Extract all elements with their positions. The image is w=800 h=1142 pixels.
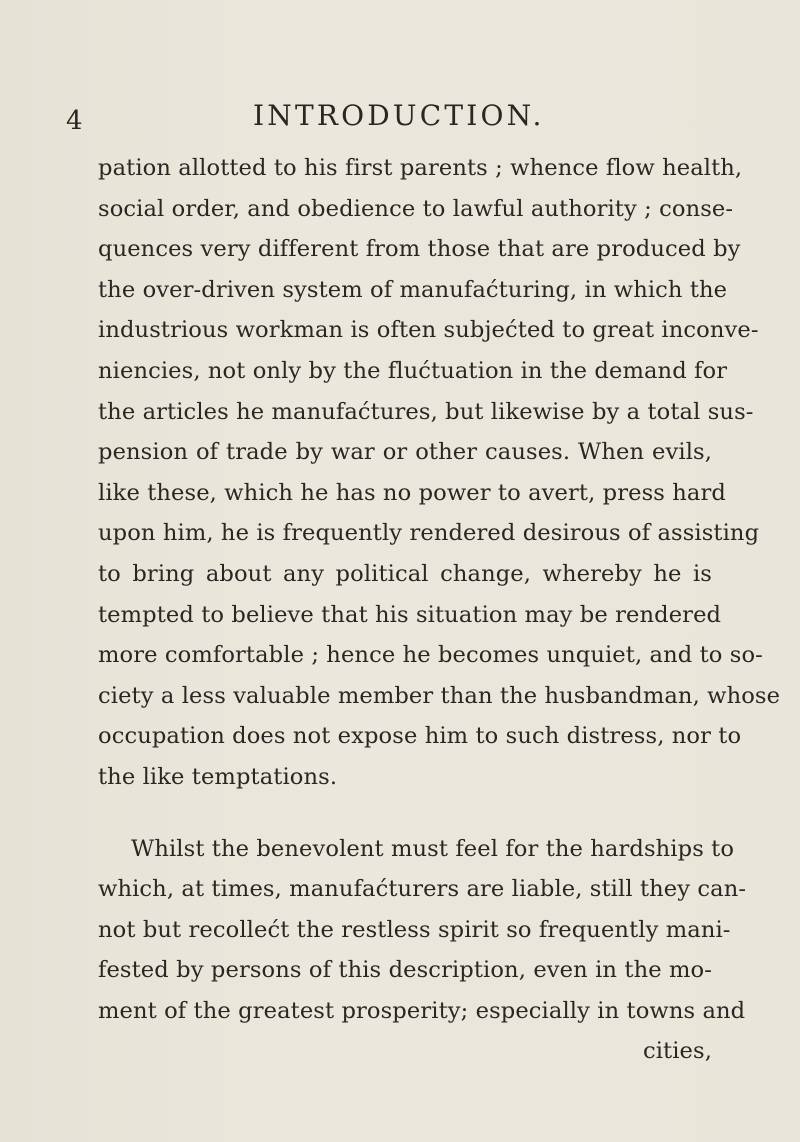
body-text [98, 148, 781, 1072]
text-line: industrious workman is often subjećted to great inconve- [98, 317, 759, 344]
catchword: cities, [642, 1038, 712, 1065]
text-line: fested by persons of this description, even in the mo- [98, 957, 712, 984]
text-line: tempted to believe that his situation may be rendered [98, 601, 722, 628]
text-line: social order, and obedience to lawful authority ; conse- [98, 195, 734, 222]
paragraph [98, 148, 781, 798]
text-line: the articles he manufaćtures, but likewise by a total sus- [98, 398, 754, 425]
page-number: 4 [66, 106, 83, 136]
text-line: pension of trade by war or other causes. When evils, [98, 439, 712, 466]
running-head: INTRODUCTION. [253, 99, 545, 132]
paragraph [98, 829, 747, 1032]
text-line: which, at times, manufaćturers are liable, still they can- [98, 876, 747, 903]
text-line: quences very different from those that are produced by [98, 236, 741, 263]
text-line: occupation does not expose him to such distress, nor to [98, 723, 742, 750]
text-line: the over-driven system of manufaćturing, in which the [98, 276, 728, 303]
text-line: more comfortable ; hence he becomes unquiet, and to so- [98, 642, 763, 669]
text-line: ment of the greatest prosperity; especially in towns and [98, 997, 746, 1024]
text-line: ciety a less valuable member than the husbandman, whose [98, 682, 781, 709]
text-line: niencies, not only by the flućtuation in the demand for [98, 357, 728, 384]
text-line: the like temptations. [98, 763, 338, 790]
paragraph-gap [98, 798, 712, 829]
text-line: upon him, he is frequently rendered desirous of assisting [98, 520, 760, 547]
page-header [0, 96, 800, 140]
text-line: pation allotted to his first parents ; whence flow health, [98, 155, 743, 181]
text-line: like these, which he has no power to avert, press hard [98, 479, 726, 506]
text-line: Whilst the benevolent must feel for the hardships to [131, 835, 735, 862]
text-line: not but recollećt the restless spirit so frequently mani- [98, 916, 731, 943]
text-line: to bring about any political change, whereby he is [98, 560, 712, 587]
